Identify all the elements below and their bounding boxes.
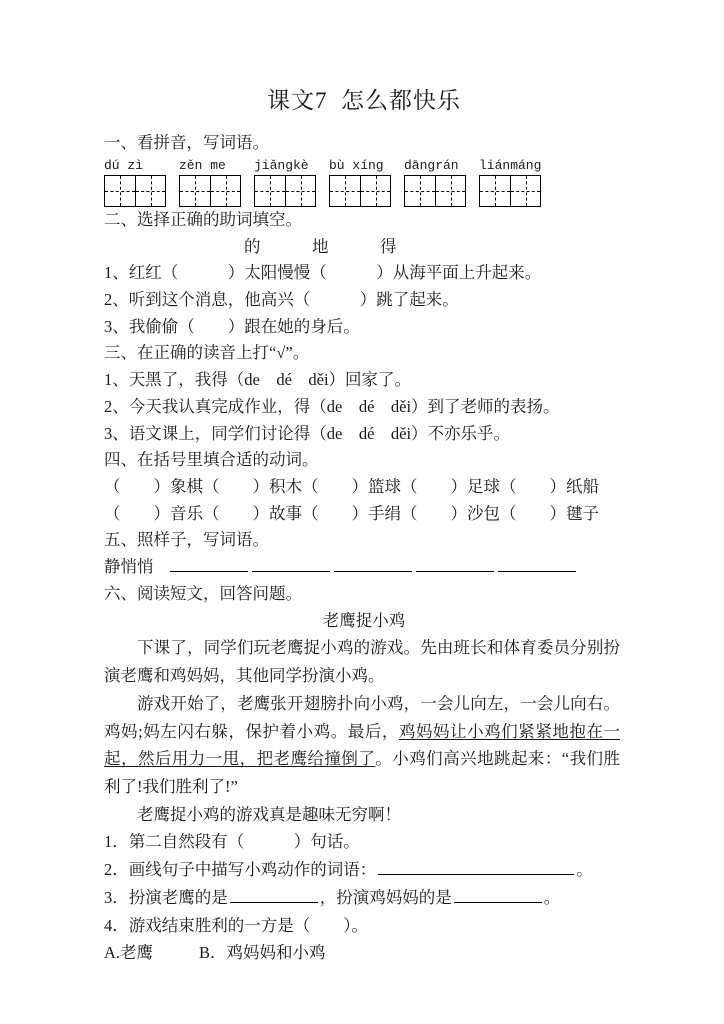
pinyin-label: jiǎngkè [254,157,309,173]
answer-blank[interactable] [170,556,248,573]
pinyin-writing-row [104,158,624,207]
section-three-question-1: 1、天黑了，我得（de dé děi）回家了。 [104,370,412,390]
reading-question-3-period: 。 [543,887,561,907]
tianzige-cell[interactable] [510,176,540,206]
tianzige-cell[interactable] [105,176,135,206]
reading-question-1: 1．第二自然段有（ ）句话。 [104,832,360,852]
pinyin-label: dāngrán [404,157,459,173]
tianzige-boxes[interactable] [404,175,466,207]
section-five-heading: 五、照样子，写词语。 [104,530,269,550]
tianzige-cell[interactable] [360,176,390,206]
title-lesson-number: 课文7 [267,88,328,113]
tianzige-boxes[interactable] [329,175,391,207]
answer-blank[interactable] [498,556,576,573]
section-one-heading: 一、看拼音，写词语。 [104,132,269,152]
pinyin-label: dú zì [104,157,144,173]
reading-question-2-text: 2．画线句子中描写小鸡动作的词语： [104,860,377,880]
pinyin-group [104,158,166,207]
tianzige-cell[interactable] [210,176,240,206]
answer-blank[interactable] [454,886,542,903]
pinyin-group [179,158,241,207]
section-five-sample-row [104,554,624,581]
tianzige-boxes[interactable] [479,175,541,207]
answer-blank[interactable] [252,556,330,573]
answer-blank[interactable] [378,858,574,875]
tianzige-cell[interactable] [330,176,360,206]
tianzige-cell[interactable] [180,176,210,206]
page-title [104,86,624,116]
section-two-question-2: 2、听到这个消息，他高兴（ ）跳了起来。 [104,290,459,310]
reading-question-3-text-b: ，扮演鸡妈妈的是 [319,887,452,907]
pinyin-group [479,158,541,207]
section-three-heading: 三、在正确的读音上打“√”。 [104,343,310,363]
pinyin-label: liánmáng [479,157,542,173]
section-four-row-2: （ ）音乐（ ）故事（ ）手绢（ ）沙包（ ）毽子 [104,503,599,523]
section-four-row-1: （ ）象棋（ ）积木（ ）篮球（ ）足球（ ）纸船 [104,477,599,497]
passage-paragraph-2 [104,690,620,801]
tianzige-cell[interactable] [435,176,465,206]
tianzige-boxes[interactable] [104,175,166,207]
particle-option-de1: 的 [244,236,261,256]
tianzige-boxes[interactable] [254,175,316,207]
passage-paragraph-3: 老鹰捉小鸡的游戏真是趣味无穷啊！ [137,804,401,824]
section-two-question-3: 3、我偷偷（ ）跟在她的身后。 [104,316,360,336]
pinyin-group [329,158,391,207]
passage-underlined-sentence: 鸡妈妈让小鸡们紧紧地抱在一起，然后用力一甩，把老鹰给撞倒了 [104,721,620,769]
pinyin-label: zěn me [179,157,226,173]
tianzige-cell[interactable] [285,176,315,206]
passage-paragraph-1: 下课了，同学们玩老鹰捉小鸡的游戏。先由班长和体育委员分别扮演老鹰和鸡妈妈，其他同学扮演小鸡。 [104,638,620,686]
section-two-heading: 二、选择正确的助词填空。 [104,209,302,229]
reading-question-2 [104,856,624,884]
passage-title: 老鹰捉小鸡 [322,610,406,630]
answer-blank[interactable] [416,556,494,573]
reading-question-2-period: 。 [576,860,593,880]
reading-question-4: 4．游戏结束胜利的一方是（ ）。 [104,915,368,935]
worksheet-content [104,86,624,967]
pinyin-group [404,158,466,207]
particle-options [104,234,624,261]
answer-blank[interactable] [334,556,412,573]
section-three-question-2: 2、今天我认真完成作业，得（de dé děi）到了老师的表扬。 [104,396,560,416]
particle-option-de3: 得 [380,236,397,256]
reading-question-3-text-a: 3．扮演老鹰的是 [104,887,228,907]
section-four-heading: 四、在括号里填合适的动词。 [104,450,319,470]
sample-word: 静悄悄 [104,557,154,577]
reading-question-3 [104,884,624,912]
tianzige-cell[interactable] [255,176,285,206]
passage-paragraph-2-part-a: 游戏开始了，老鹰张开翅膀扑向小鸡，一会儿向左，一会儿向右。鸡妈;妈左闪右躲，保护着小鸡。最后， [104,693,620,741]
option-a[interactable]: A.老鹰 [104,943,154,963]
tianzige-cell[interactable] [480,176,510,206]
section-three-question-3: 3、语文课上，同学们讨论得（de dé děi）不亦乐乎。 [104,423,511,443]
pinyin-group [254,158,316,207]
tianzige-cell[interactable] [405,176,435,206]
passage-paragraph-2-part-b: 。小鸡们高兴地跳起来：“我们胜利了!我们胜利了!” [104,749,621,796]
tianzige-cell[interactable] [135,176,165,206]
pinyin-label: bù xíng [329,157,384,173]
answer-blank[interactable] [230,886,318,903]
section-six-heading: 六、阅读短文，回答问题。 [104,583,302,603]
particle-option-de2: 地 [312,236,329,256]
reading-question-4-options [104,939,624,967]
section-two-question-1: 1、红红（ ）太阳慢慢（ ）从海平面上升起来。 [104,263,542,283]
option-b[interactable]: B．鸡妈妈和小鸡 [199,943,326,963]
tianzige-boxes[interactable] [179,175,241,207]
title-lesson-name: 怎么都快乐 [341,88,461,113]
